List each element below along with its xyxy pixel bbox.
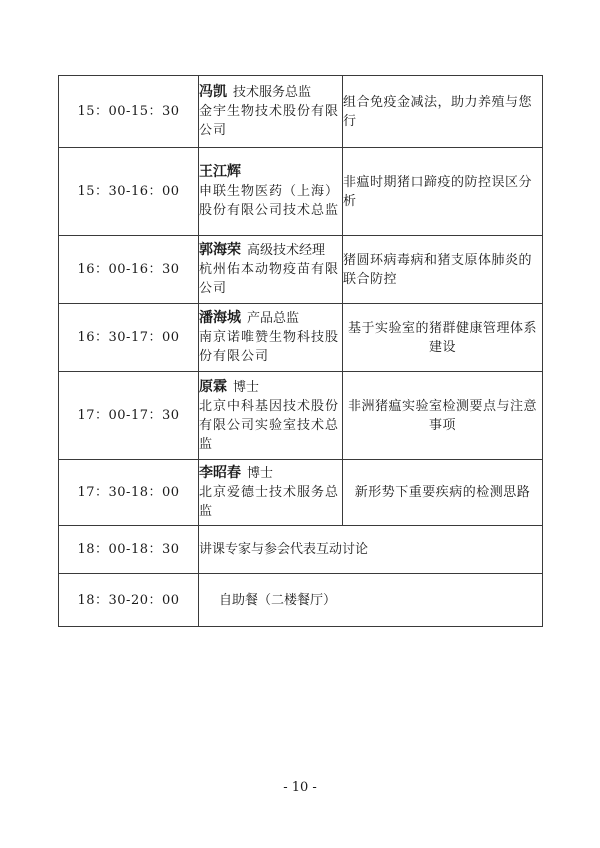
- speaker-affiliation: 申联生物医药（上海）股份有限公司技术总监: [199, 184, 340, 218]
- speaker-cell: [199, 372, 343, 460]
- speaker-affiliation: 金宇生物技术股份有限公司: [199, 104, 340, 138]
- topic-cell: [343, 372, 543, 460]
- talk-topic: 猪圆环病毒病和猪支原体肺炎的联合防控: [343, 252, 533, 287]
- speaker-affiliation: 北京爱德士技术服务总监: [199, 485, 340, 519]
- schedule-table: [58, 75, 543, 627]
- speaker-name: 冯凯: [199, 84, 227, 100]
- speaker-affiliation: 南京诺唯赞生物科技股份有限公司: [199, 330, 340, 364]
- speaker-cell: [199, 304, 343, 372]
- schedule-row: [59, 304, 543, 372]
- talk-topic: 非瘟时期猪口蹄疫的防控误区分析: [343, 174, 533, 209]
- speaker-cell: [199, 76, 343, 148]
- time-slot: 15：30-16：00: [59, 148, 199, 236]
- discussion-text: 讲课专家与参会代表互动讨论: [199, 526, 543, 574]
- page-number: - 10 -: [283, 780, 317, 795]
- speaker-name: 王江辉: [199, 164, 241, 180]
- time-slot: 16：00-16：30: [59, 236, 199, 304]
- schedule-row: [59, 460, 543, 526]
- time-slot: 15：00-15：30: [59, 76, 199, 148]
- speaker-affiliation: 北京中科基因技术股份有限公司实验室技术总监: [199, 398, 340, 452]
- topic-cell: [343, 148, 543, 236]
- time-slot: 17：00-17：30: [59, 372, 199, 460]
- talk-topic: 新形势下重要疾病的检测思路: [354, 485, 531, 500]
- schedule-row: [59, 236, 543, 304]
- speaker-title: 博士: [233, 379, 260, 395]
- speaker-title: 技术服务总监: [233, 85, 312, 100]
- time-slot: 18：30-20：00: [59, 574, 199, 627]
- speaker-name: 原霖: [199, 378, 227, 395]
- schedule-row: [59, 76, 543, 148]
- topic-cell: [343, 76, 543, 148]
- speaker-cell: [199, 148, 343, 236]
- dinner-text: 自助餐（二楼餐厅）: [199, 574, 543, 627]
- speaker-name: 郭海荣: [199, 242, 241, 258]
- speaker-title: 博士: [247, 466, 274, 481]
- dinner-row: [59, 574, 543, 627]
- topic-cell: [343, 460, 543, 526]
- speaker-cell: [199, 236, 343, 304]
- talk-topic: 基于实验室的猪群健康管理体系建设: [347, 320, 537, 355]
- topic-cell: [343, 304, 543, 372]
- speaker-title: 高级技术经理: [247, 243, 326, 258]
- talk-topic: 非洲猪瘟实验室检测要点与注意事项: [347, 398, 537, 433]
- speaker-title: 产品总监: [247, 311, 300, 326]
- speaker-name: 李昭春: [199, 465, 241, 481]
- speaker-cell: [199, 460, 343, 526]
- speaker-name: 潘海城: [199, 310, 241, 326]
- time-slot: 17：30-18：00: [59, 460, 199, 526]
- talk-topic: 组合免疫金减法，助力养殖与您行: [343, 94, 533, 129]
- time-slot: 16：30-17：00: [59, 304, 199, 372]
- discussion-row: [59, 526, 543, 574]
- topic-cell: [343, 236, 543, 304]
- time-slot: 18：00-18：30: [59, 526, 199, 574]
- schedule-row: [59, 372, 543, 460]
- speaker-affiliation: 杭州佑本动物疫苗有限公司: [199, 262, 340, 296]
- schedule-row: [59, 148, 543, 236]
